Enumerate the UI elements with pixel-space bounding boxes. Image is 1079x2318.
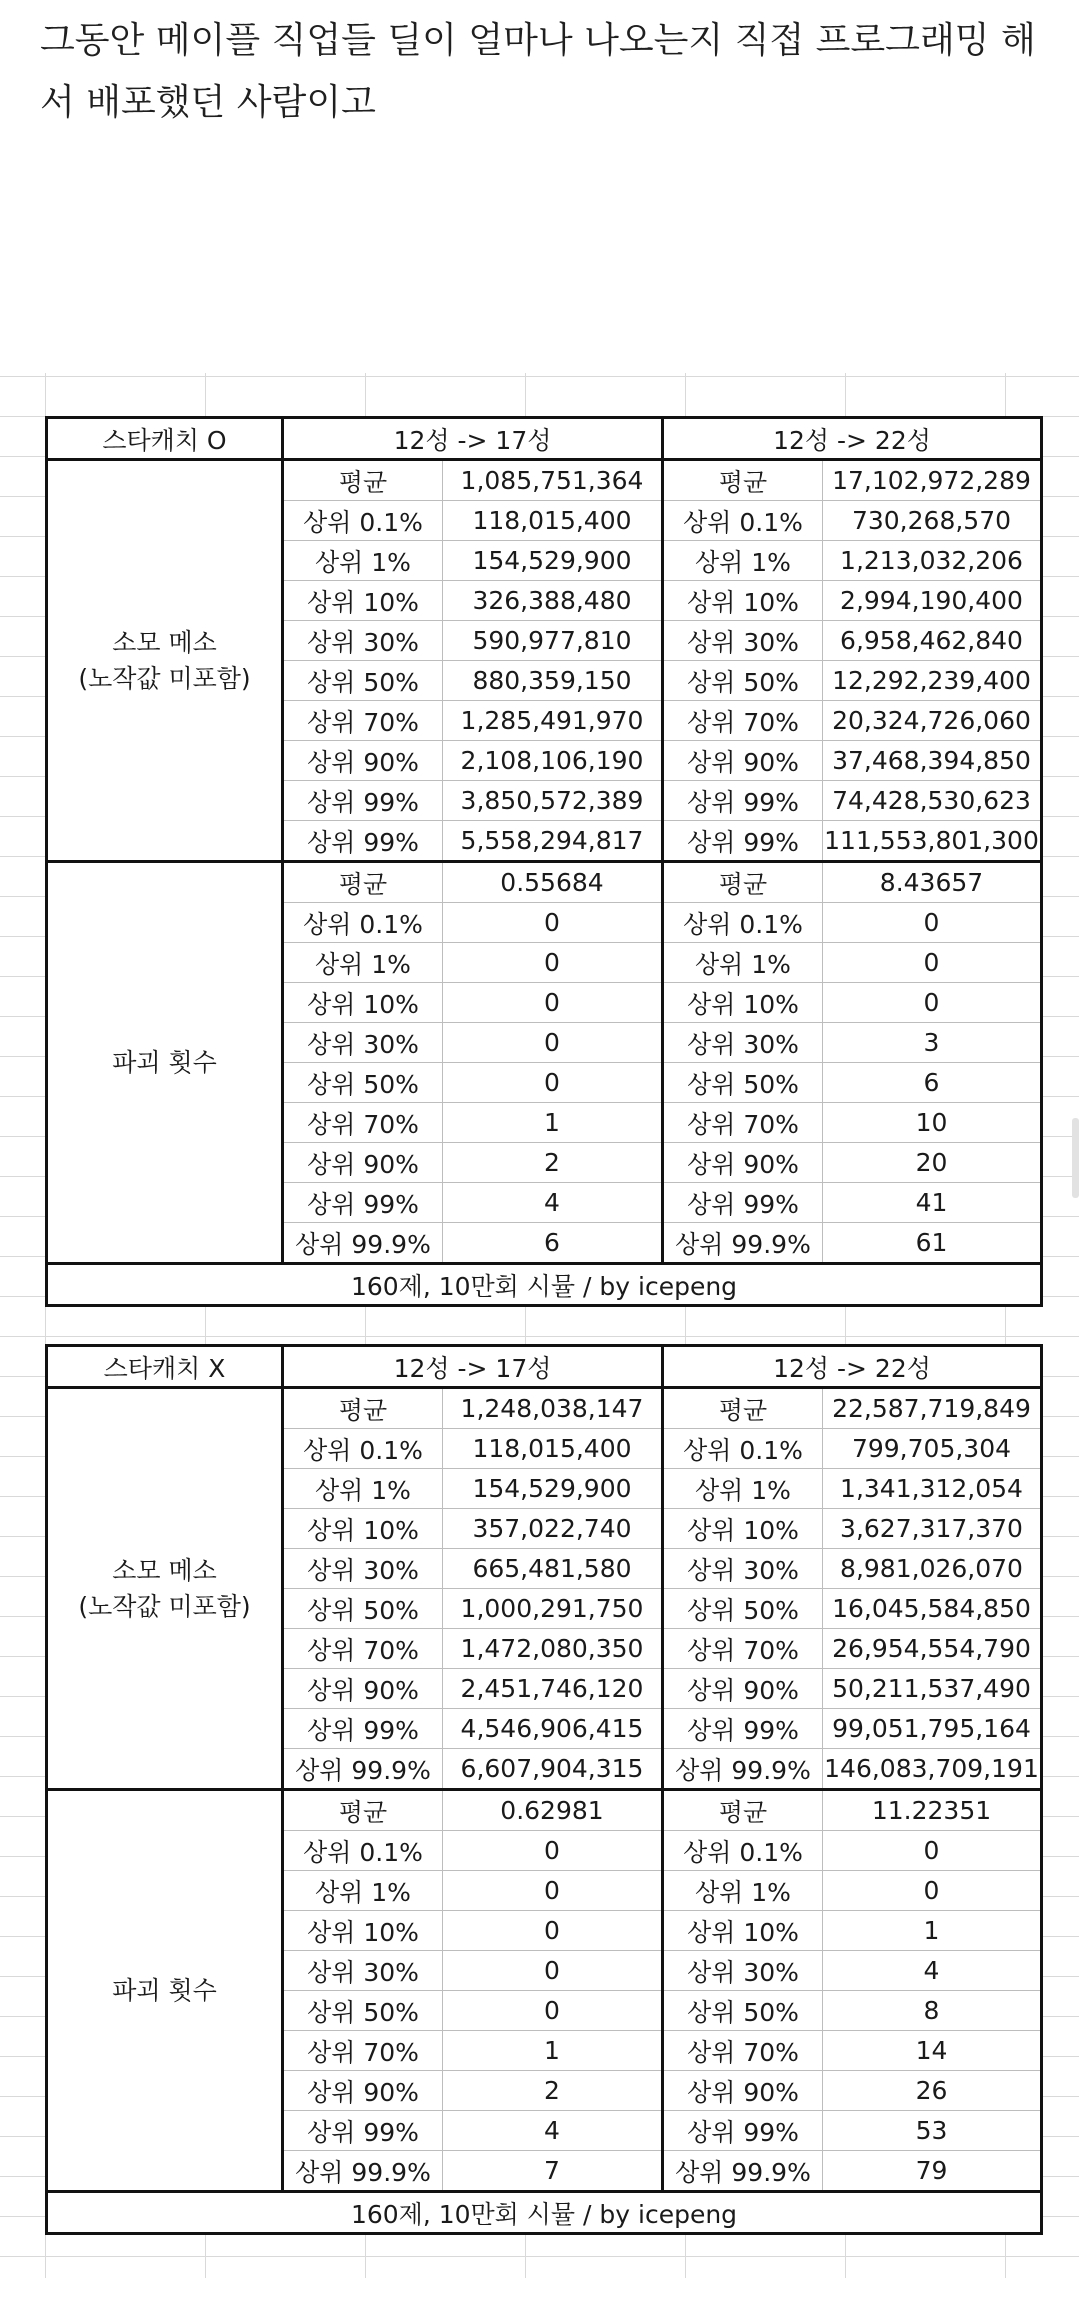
meso-label-22[interactable]: 상위 30% <box>663 1549 823 1589</box>
table-footer[interactable]: 160제, 10만회 시뮬 / by icepeng <box>47 1264 1042 1306</box>
scrollbar-thumb[interactable] <box>1072 1118 1079 1198</box>
meso-value-22[interactable]: 74,428,530,623 <box>823 781 1042 821</box>
destroy-label-17[interactable]: 상위 50% <box>283 1991 443 2031</box>
meso-value-22[interactable]: 799,705,304 <box>823 1429 1042 1469</box>
destroy-value-22[interactable]: 4 <box>823 1951 1042 1991</box>
destroy-value-22[interactable]: 11.22351 <box>823 1790 1042 1831</box>
destroy-value-22[interactable]: 0 <box>823 1871 1042 1911</box>
destroy-value-22[interactable]: 0 <box>823 983 1042 1023</box>
destroy-value-17[interactable]: 0 <box>443 983 663 1023</box>
table-title[interactable]: 스타캐치 O <box>47 418 283 460</box>
meso-label-22[interactable]: 평균 <box>663 460 823 501</box>
meso-label-17[interactable]: 상위 70% <box>283 1629 443 1669</box>
meso-value-17[interactable]: 118,015,400 <box>443 1429 663 1469</box>
meso-value-22[interactable]: 20,324,726,060 <box>823 701 1042 741</box>
destroy-label-17[interactable]: 상위 1% <box>283 1871 443 1911</box>
meso-label-17[interactable]: 상위 50% <box>283 661 443 701</box>
meso-label-22[interactable]: 상위 10% <box>663 1509 823 1549</box>
destroy-value-22[interactable]: 20 <box>823 1143 1042 1183</box>
meso-label-22[interactable]: 상위 90% <box>663 741 823 781</box>
meso-label-22[interactable]: 상위 30% <box>663 621 823 661</box>
meso-label-line-1: 소모 메소 <box>112 627 217 657</box>
destroy-label-22[interactable]: 상위 99.9% <box>663 1223 823 1264</box>
destroy-value-22[interactable]: 1 <box>823 1911 1042 1951</box>
destroy-label-22[interactable]: 상위 0.1% <box>663 903 823 943</box>
destroy-value-22[interactable]: 53 <box>823 2111 1042 2151</box>
meso-value-17[interactable]: 154,529,900 <box>443 1469 663 1509</box>
meso-value-17[interactable]: 1,085,751,364 <box>443 460 663 501</box>
destroy-label-17[interactable]: 상위 50% <box>283 1063 443 1103</box>
meso-value-22[interactable]: 26,954,554,790 <box>823 1629 1042 1669</box>
destroy-label-17[interactable]: 상위 70% <box>283 1103 443 1143</box>
destroy-group-label[interactable]: 파괴 횟수 <box>47 862 283 1264</box>
meso-value-22[interactable]: 2,994,190,400 <box>823 581 1042 621</box>
range-header-22[interactable]: 12성 -> 22성 <box>663 418 1042 460</box>
destroy-value-22[interactable]: 14 <box>823 2031 1042 2071</box>
meso-label-17[interactable]: 상위 99% <box>283 1709 443 1749</box>
destroy-label-17[interactable]: 상위 0.1% <box>283 903 443 943</box>
meso-value-22[interactable]: 730,268,570 <box>823 501 1042 541</box>
starcatch-off-table <box>45 1344 1043 2235</box>
destroy-label-22[interactable]: 상위 99% <box>663 2111 823 2151</box>
destroy-value-22[interactable]: 79 <box>823 2151 1042 2192</box>
destroy-value-22[interactable]: 0 <box>823 943 1042 983</box>
destroy-label-22[interactable]: 상위 0.1% <box>663 1831 823 1871</box>
meso-label-22[interactable]: 상위 99% <box>663 781 823 821</box>
meso-value-17[interactable]: 3,850,572,389 <box>443 781 663 821</box>
meso-value-17[interactable]: 118,015,400 <box>443 501 663 541</box>
meso-label-17[interactable]: 상위 0.1% <box>283 501 443 541</box>
destroy-label-22[interactable]: 상위 70% <box>663 1103 823 1143</box>
meso-value-22[interactable]: 16,045,584,850 <box>823 1589 1042 1629</box>
meso-label-22[interactable]: 상위 0.1% <box>663 501 823 541</box>
meso-value-17[interactable]: 5,558,294,817 <box>443 821 663 862</box>
meso-label-line-1: 소모 메소 <box>112 1555 217 1585</box>
table-footer[interactable]: 160제, 10만회 시뮬 / by icepeng <box>47 2192 1042 2234</box>
destroy-value-17[interactable]: 1 <box>443 1103 663 1143</box>
meso-value-17[interactable]: 1,000,291,750 <box>443 1589 663 1629</box>
destroy-value-17[interactable]: 0 <box>443 1831 663 1871</box>
destroy-value-17[interactable]: 4 <box>443 2111 663 2151</box>
meso-value-22[interactable]: 1,341,312,054 <box>823 1469 1042 1509</box>
destroy-label-17[interactable]: 상위 99% <box>283 1183 443 1223</box>
meso-value-22[interactable]: 99,051,795,164 <box>823 1709 1042 1749</box>
meso-label-22[interactable]: 상위 50% <box>663 1589 823 1629</box>
destroy-value-17[interactable]: 0 <box>443 1951 663 1991</box>
destroy-label-17[interactable]: 상위 30% <box>283 1951 443 1991</box>
meso-value-22[interactable]: 111,553,801,300 <box>823 821 1042 862</box>
destroy-label-17[interactable]: 상위 10% <box>283 1911 443 1951</box>
destroy-value-22[interactable]: 10 <box>823 1103 1042 1143</box>
meso-label-line-2: (노작값 미포함) <box>78 663 251 693</box>
destroy-value-17[interactable]: 0 <box>443 1911 663 1951</box>
destroy-label-17[interactable]: 상위 30% <box>283 1023 443 1063</box>
destroy-label-22[interactable]: 상위 90% <box>663 2071 823 2111</box>
meso-label-17[interactable]: 상위 0.1% <box>283 1429 443 1469</box>
meso-label-22[interactable]: 상위 50% <box>663 661 823 701</box>
destroy-label-22[interactable]: 상위 50% <box>663 1991 823 2031</box>
meso-label-17[interactable]: 평균 <box>283 460 443 501</box>
meso-label-17[interactable]: 상위 10% <box>283 1509 443 1549</box>
destroy-group-label[interactable]: 파괴 횟수 <box>47 1790 283 2192</box>
intro-line-2: 서 배포했던 사람이고 <box>40 82 376 123</box>
destroy-label-22[interactable]: 상위 99.9% <box>663 2151 823 2192</box>
meso-label-22[interactable]: 상위 1% <box>663 541 823 581</box>
destroy-label-22[interactable]: 상위 50% <box>663 1063 823 1103</box>
destroy-value-17[interactable]: 0.55684 <box>443 862 663 903</box>
meso-label-22[interactable]: 상위 70% <box>663 701 823 741</box>
destroy-value-17[interactable]: 6 <box>443 1223 663 1264</box>
destroy-value-17[interactable]: 2 <box>443 1143 663 1183</box>
destroy-label-22[interactable]: 평균 <box>663 862 823 903</box>
meso-value-22[interactable]: 17,102,972,289 <box>823 460 1042 501</box>
meso-value-17[interactable]: 1,472,080,350 <box>443 1629 663 1669</box>
meso-label-22[interactable]: 상위 1% <box>663 1469 823 1509</box>
meso-value-22[interactable]: 50,211,537,490 <box>823 1669 1042 1709</box>
meso-value-22[interactable]: 22,587,719,849 <box>823 1388 1042 1429</box>
destroy-label-22[interactable]: 상위 90% <box>663 1143 823 1183</box>
destroy-value-17[interactable]: 1 <box>443 2031 663 2071</box>
meso-label-17[interactable]: 상위 99.9% <box>283 1749 443 1790</box>
meso-label-17[interactable]: 상위 70% <box>283 701 443 741</box>
destroy-label-22[interactable]: 상위 70% <box>663 2031 823 2071</box>
meso-value-17[interactable]: 880,359,150 <box>443 661 663 701</box>
destroy-label-17[interactable]: 상위 90% <box>283 2071 443 2111</box>
destroy-label-17[interactable]: 평균 <box>283 862 443 903</box>
table-title[interactable]: 스타캐치 X <box>47 1346 283 1388</box>
meso-label-line-2: (노작값 미포함) <box>78 1591 251 1621</box>
meso-label-17[interactable]: 상위 30% <box>283 621 443 661</box>
range-header-22[interactable]: 12성 -> 22성 <box>663 1346 1042 1388</box>
meso-label-17[interactable]: 상위 1% <box>283 1469 443 1509</box>
destroy-label-17[interactable]: 상위 10% <box>283 983 443 1023</box>
destroy-label-17[interactable]: 상위 99.9% <box>283 1223 443 1264</box>
range-header-17[interactable]: 12성 -> 17성 <box>283 418 663 460</box>
destroy-value-17[interactable]: 0 <box>443 903 663 943</box>
destroy-value-17[interactable]: 0 <box>443 1023 663 1063</box>
meso-label-22[interactable]: 상위 10% <box>663 581 823 621</box>
destroy-label-17[interactable]: 상위 99% <box>283 2111 443 2151</box>
destroy-label-22[interactable]: 평균 <box>663 1790 823 1831</box>
meso-value-17[interactable]: 154,529,900 <box>443 541 663 581</box>
meso-value-22[interactable]: 1,213,032,206 <box>823 541 1042 581</box>
destroy-value-17[interactable]: 0 <box>443 943 663 983</box>
meso-value-17[interactable]: 6,607,904,315 <box>443 1749 663 1790</box>
destroy-value-17[interactable]: 2 <box>443 2071 663 2111</box>
destroy-label-17[interactable]: 상위 99.9% <box>283 2151 443 2192</box>
meso-value-17[interactable]: 1,285,491,970 <box>443 701 663 741</box>
destroy-value-17[interactable]: 4 <box>443 1183 663 1223</box>
destroy-value-22[interactable]: 61 <box>823 1223 1042 1264</box>
meso-label-22[interactable]: 상위 99.9% <box>663 1749 823 1790</box>
intro-line-1: 그동안 메이플 직업들 딜이 얼마나 나오는지 직접 프로그래밍 해 <box>40 20 1036 61</box>
destroy-label-22[interactable]: 상위 1% <box>663 1871 823 1911</box>
meso-label-17[interactable]: 상위 10% <box>283 581 443 621</box>
destroy-label-22[interactable]: 상위 10% <box>663 1911 823 1951</box>
meso-value-22[interactable]: 8,981,026,070 <box>823 1549 1042 1589</box>
destroy-value-17[interactable]: 0 <box>443 1063 663 1103</box>
meso-value-17[interactable]: 590,977,810 <box>443 621 663 661</box>
destroy-value-22[interactable]: 8 <box>823 1991 1042 2031</box>
meso-label-17[interactable]: 상위 99% <box>283 821 443 862</box>
destroy-value-22[interactable]: 3 <box>823 1023 1042 1063</box>
range-header-17[interactable]: 12성 -> 17성 <box>283 1346 663 1388</box>
destroy-label-22[interactable]: 상위 30% <box>663 1951 823 1991</box>
destroy-value-22[interactable]: 8.43657 <box>823 862 1042 903</box>
meso-value-22[interactable]: 3,627,317,370 <box>823 1509 1042 1549</box>
destroy-value-17[interactable]: 7 <box>443 2151 663 2192</box>
intro-text <box>40 10 1050 134</box>
destroy-label-22[interactable]: 상위 99% <box>663 1183 823 1223</box>
meso-group-label[interactable] <box>47 460 283 862</box>
destroy-value-22[interactable]: 0 <box>823 1831 1042 1871</box>
destroy-label-22[interactable]: 상위 1% <box>663 943 823 983</box>
meso-value-17[interactable]: 665,481,580 <box>443 1549 663 1589</box>
meso-label-17[interactable]: 상위 30% <box>283 1549 443 1589</box>
meso-label-22[interactable]: 상위 90% <box>663 1669 823 1709</box>
meso-value-17[interactable]: 357,022,740 <box>443 1509 663 1549</box>
meso-label-22[interactable]: 평균 <box>663 1388 823 1429</box>
meso-label-22[interactable]: 상위 0.1% <box>663 1429 823 1469</box>
meso-value-22[interactable]: 12,292,239,400 <box>823 661 1042 701</box>
meso-label-17[interactable]: 상위 90% <box>283 1669 443 1709</box>
destroy-label-17[interactable]: 상위 1% <box>283 943 443 983</box>
meso-value-22[interactable]: 6,958,462,840 <box>823 621 1042 661</box>
destroy-label-17[interactable]: 상위 0.1% <box>283 1831 443 1871</box>
destroy-value-22[interactable]: 41 <box>823 1183 1042 1223</box>
meso-value-17[interactable]: 1,248,038,147 <box>443 1388 663 1429</box>
meso-label-22[interactable]: 상위 99% <box>663 1709 823 1749</box>
meso-group-label[interactable] <box>47 1388 283 1790</box>
meso-value-22[interactable]: 37,468,394,850 <box>823 741 1042 781</box>
destroy-label-22[interactable]: 상위 30% <box>663 1023 823 1063</box>
destroy-label-17[interactable]: 상위 90% <box>283 1143 443 1183</box>
meso-value-17[interactable]: 2,451,746,120 <box>443 1669 663 1709</box>
destroy-value-17[interactable]: 0 <box>443 1991 663 2031</box>
meso-label-22[interactable]: 상위 99% <box>663 821 823 862</box>
meso-label-17[interactable]: 상위 50% <box>283 1589 443 1629</box>
destroy-value-22[interactable]: 0 <box>823 903 1042 943</box>
meso-label-17[interactable]: 상위 99% <box>283 781 443 821</box>
meso-value-22[interactable]: 146,083,709,191 <box>823 1749 1042 1790</box>
destroy-value-17[interactable]: 0.62981 <box>443 1790 663 1831</box>
destroy-value-17[interactable]: 0 <box>443 1871 663 1911</box>
destroy-value-22[interactable]: 26 <box>823 2071 1042 2111</box>
meso-label-17[interactable]: 상위 90% <box>283 741 443 781</box>
meso-value-17[interactable]: 2,108,106,190 <box>443 741 663 781</box>
meso-label-22[interactable]: 상위 70% <box>663 1629 823 1669</box>
destroy-value-22[interactable]: 6 <box>823 1063 1042 1103</box>
destroy-label-22[interactable]: 상위 10% <box>663 983 823 1023</box>
destroy-label-17[interactable]: 평균 <box>283 1790 443 1831</box>
destroy-label-17[interactable]: 상위 70% <box>283 2031 443 2071</box>
meso-label-17[interactable]: 평균 <box>283 1388 443 1429</box>
starcatch-on-table <box>45 416 1043 1307</box>
meso-value-17[interactable]: 326,388,480 <box>443 581 663 621</box>
meso-label-17[interactable]: 상위 1% <box>283 541 443 581</box>
meso-value-17[interactable]: 4,546,906,415 <box>443 1709 663 1749</box>
